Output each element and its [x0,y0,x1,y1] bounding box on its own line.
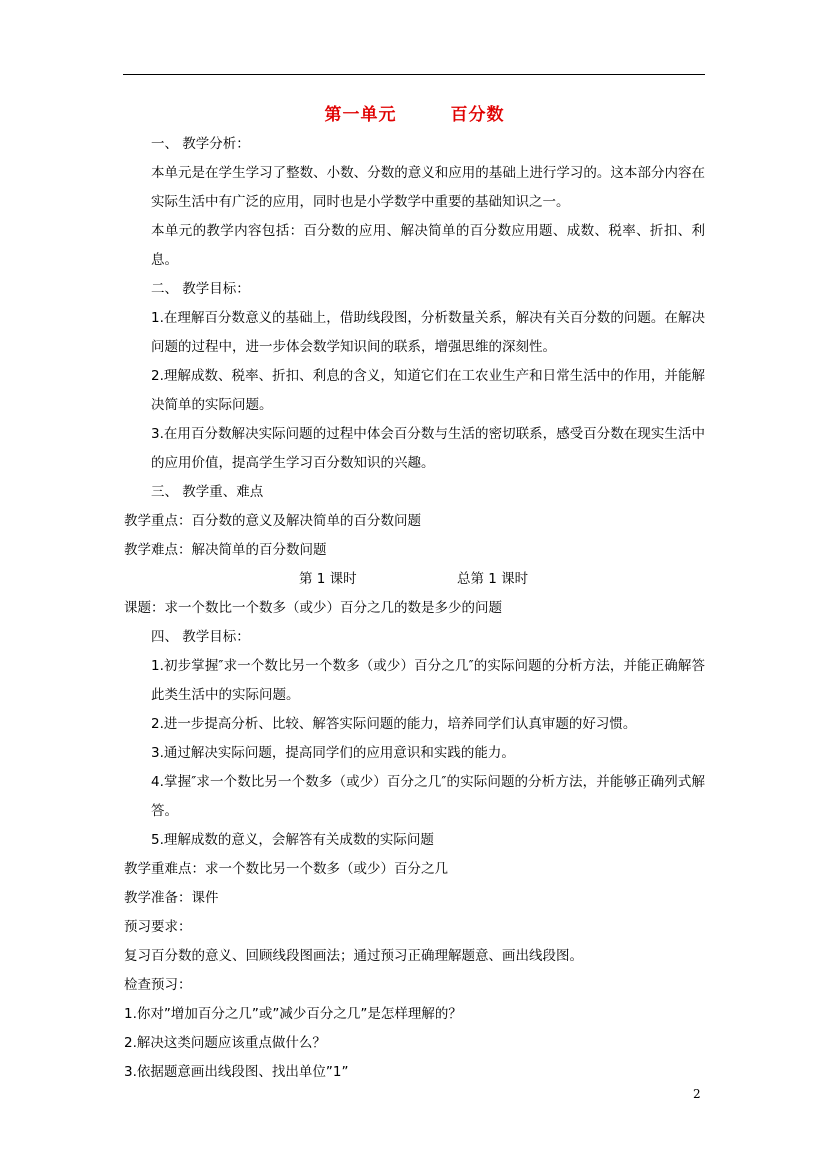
list-item: 2.理解成数、税率、折扣、利息的含义，知道它们在工农业生产和日常生活中的作用，并能解决简单的实际问题。 [151,368,705,413]
unit-title-part1: 第一单元 [324,105,397,125]
lesson-info [124,565,705,594]
lesson-number: 第 1 课时 [299,571,357,587]
section-heading-analysis: 一、 教学分析： [151,136,250,152]
list-item: 3.通过解决实际问题，提高同学们的应用意识和实践的能力。 [151,745,515,761]
list-item: 4.掌握″求一个数比另一个数多（或少）百分之几″的实际问题的分析方法，并能够正确列式解答。 [151,774,705,819]
lesson-topic: 课题：求一个数比一个数多（或少）百分之几的数是多少的问题 [124,600,502,616]
unit-title [124,100,705,130]
preview-requirement: 复习百分数的意义、回顾线段图画法；通过预习正确理解题意、画出线段图。 [124,948,583,964]
key-point: 教学重点：百分数的意义及解决简单的百分数问题 [124,513,421,529]
preview-question: 3.依据题意画出线段图、找出单位”1” [124,1064,349,1080]
list-item: 3.在用百分数解决实际问题的过程中体会百分数与生活的密切联系，感受百分数在现实生活中的应用价值，提高学生学习百分数知识的兴趣。 [151,426,705,471]
preview-question: 2.解决这类问题应该重点做什么？ [124,1035,326,1051]
teaching-preparation: 教学准备：课件 [124,890,219,906]
list-item: 1.在理解百分数意义的基础上，借助线段图，分析数量关系，解决有关百分数的问题。在解决问题的过程中，进一步体会数学知识间的联系，增强思维的深刻性。 [151,310,705,355]
paragraph: 本单元的教学内容包括：百分数的应用、解决简单的百分数应用题、成数、税率、折扣、利息。 [151,223,705,268]
page-number: 2 [693,1087,701,1101]
section-heading-keypoints: 三、 教学重、难点 [151,484,264,500]
list-item: 2.进一步提高分析、比较、解答实际问题的能力，培养同学们认真审题的好习惯。 [151,716,637,732]
section-heading-goals-2: 四、 教学目标： [151,629,250,645]
list-item: 5.理解成数的意义，会解答有关成数的实际问题 [151,832,434,848]
difficult-point: 教学难点：解决简单的百分数问题 [124,542,327,558]
preview-question: 1.你对”增加百分之几”或”减少百分之几”是怎样理解的？ [124,1006,462,1022]
list-item: 1.初步掌握″求一个数比另一个数多（或少）百分之几″的实际问题的分析方法，并能正确解答此类生活中的实际问题。 [151,658,705,703]
paragraph: 本单元是在学生学习了整数、小数、分数的意义和应用的基础上进行学习的。这本部分内容在实际生活中有广泛的应用，同时也是小学数学中重要的基础知识之一。 [151,165,705,210]
unit-title-part2: 百分数 [450,105,505,125]
key-difficult-point: 教学重难点：求一个数比另一个数多（或少）百分之几 [124,861,448,877]
preview-check-label: 检查预习： [124,977,192,993]
lesson-total: 总第 1 课时 [457,571,529,587]
document-body [124,100,705,1087]
preview-requirement-label: 预习要求： [124,919,192,935]
header-rule [123,74,705,75]
section-heading-goals: 二、 教学目标： [151,281,250,297]
